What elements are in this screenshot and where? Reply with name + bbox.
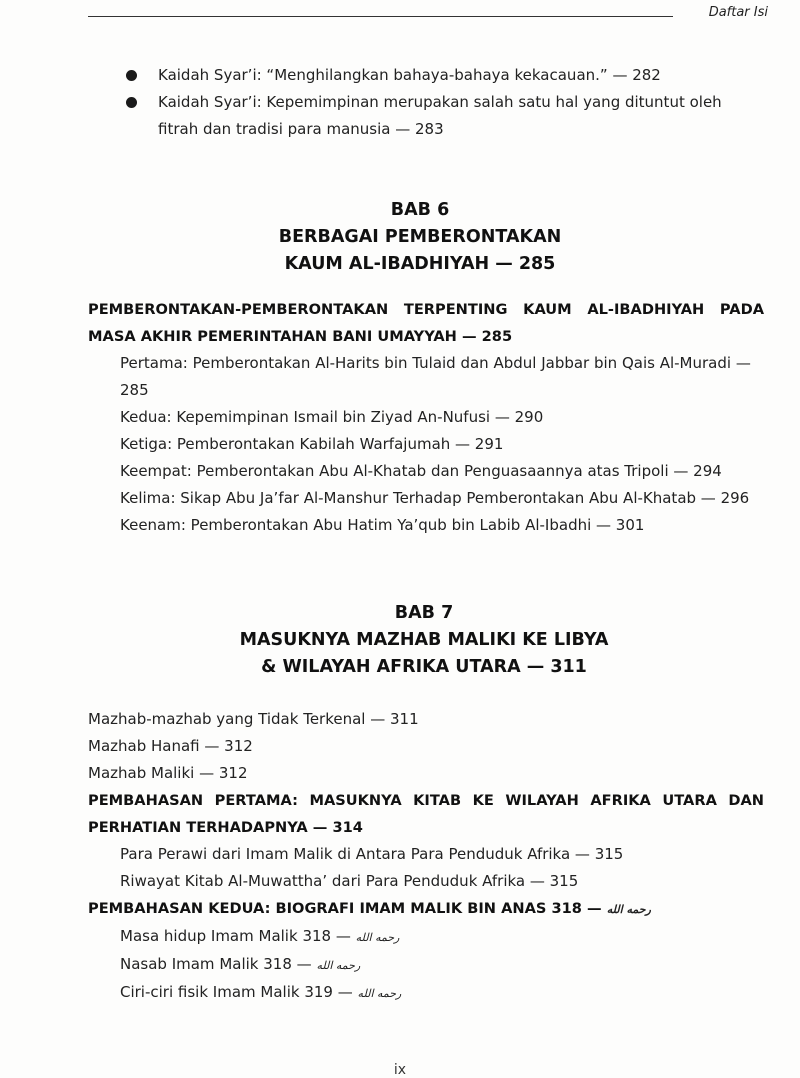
toc-entry-text: Masa hidup Imam Malik xyxy=(120,927,298,945)
toc-entry: Mazhab Hanafi — 312 xyxy=(88,737,253,755)
toc-entry xyxy=(88,923,764,951)
toc-entry xyxy=(88,979,764,1007)
bullet-icon xyxy=(126,70,137,81)
toc-entry: Kelima: Sikap Abu Ja’far Al-Manshur Terhadap Pemberontakan Abu Al-Khatab — 296 xyxy=(120,489,750,507)
toc-entry: Riwayat Kitab Al-Muwattha’ dari Para Penduduk Afrika — 315 xyxy=(120,872,579,890)
toc-entry: Mazhab Maliki — 312 xyxy=(88,764,248,782)
section-heading: PEMBERONTAKAN-PEMBERONTAKAN TERPENTING KAUM AL-IBADHIYAH PADA MASA AKHIR PEMERINTAHAN BANI UMAYYAH — 285 xyxy=(88,301,764,345)
toc-entry: Kedua: Kepemimpinan Ismail bin Ziyad An-Nufusi — 290 xyxy=(120,408,544,426)
chapter-7-title-line-2: & WILAYAH AFRIKA UTARA — 311 xyxy=(261,657,587,677)
page-header xyxy=(88,0,768,30)
bullet-text: Kaidah Syar’i: “Menghilangkan bahaya-bahaya kekacauan.” — 282 xyxy=(158,66,661,84)
toc-entry-page: — 319 xyxy=(304,983,353,1001)
chapter-6-title-line-1: BERBAGAI PEMBERONTAKAN xyxy=(278,227,562,247)
chapter-6-title xyxy=(20,197,800,278)
honorific-icon: رحمه الله xyxy=(355,931,400,944)
chapter-7-section xyxy=(88,706,764,1007)
chapter-7-number: BAB 7 xyxy=(394,603,454,623)
toc-entry xyxy=(88,951,764,979)
toc-entry: Ketiga: Pemberontakan Kabilah Warfajumah — 291 xyxy=(120,435,504,453)
chapter-7-title xyxy=(24,600,800,681)
bullet-icon xyxy=(126,97,137,108)
toc-entry: Pertama: Pemberontakan Al-Harits bin Tulaid dan Abdul Jabbar bin Qais Al-Muradi — 285 xyxy=(120,354,751,399)
toc-entry-text: Nasab Imam Malik xyxy=(120,955,259,973)
bullet-item xyxy=(126,89,766,143)
honorific-icon: رحمه الله xyxy=(606,903,651,916)
bullet-text: Kaidah Syar’i: Kepemimpinan merupakan salah satu hal yang dituntut oleh fitrah dan tradisi para manusia — 283 xyxy=(158,93,722,138)
chapter-6-section xyxy=(88,296,764,539)
toc-entry-page: — 318 xyxy=(302,927,351,945)
section-heading-text: PEMBAHASAN KEDUA: BIOGRAFI IMAM MALIK BIN ANAS xyxy=(88,900,547,917)
chapter-6-title-line-2: KAUM AL-IBADHIYAH — 285 xyxy=(284,254,556,274)
toc-entry: Para Perawi dari Imam Malik di Antara Para Penduduk Afrika — 315 xyxy=(120,845,624,863)
toc-entry: Keenam: Pemberontakan Abu Hatim Ya’qub bin Labib Al-Ibadhi — 301 xyxy=(120,516,645,534)
toc-entry: Keempat: Pemberontakan Abu Al-Khatab dan Penguasaannya atas Tripoli — 294 xyxy=(120,462,722,480)
chapter-6-number: BAB 6 xyxy=(390,200,450,220)
honorific-icon: رحمه الله xyxy=(357,987,402,1000)
bullet-item xyxy=(126,62,766,89)
chapter-7-title-line-1: MASUKNYA MAZHAB MALIKI KE LIBYA xyxy=(239,630,609,650)
section-heading: PEMBAHASAN PERTAMA: MASUKNYA KITAB KE WILAYAH AFRIKA UTARA DAN PERHATIAN TERHADAPNYA — 314 xyxy=(88,792,764,836)
section-heading xyxy=(88,895,764,923)
section-heading-page: — 318 xyxy=(551,900,602,917)
header-rule xyxy=(88,16,673,17)
bullet-list xyxy=(126,62,766,143)
honorific-icon: رحمه الله xyxy=(316,959,361,972)
toc-entry-text: Ciri-ciri fisik Imam Malik xyxy=(120,983,300,1001)
header-title: Daftar Isi xyxy=(708,5,768,20)
toc-entry-page: — 318 xyxy=(263,955,312,973)
page-number: ix xyxy=(393,1062,407,1078)
toc-entry: Mazhab-mazhab yang Tidak Terkenal — 311 xyxy=(88,710,419,728)
